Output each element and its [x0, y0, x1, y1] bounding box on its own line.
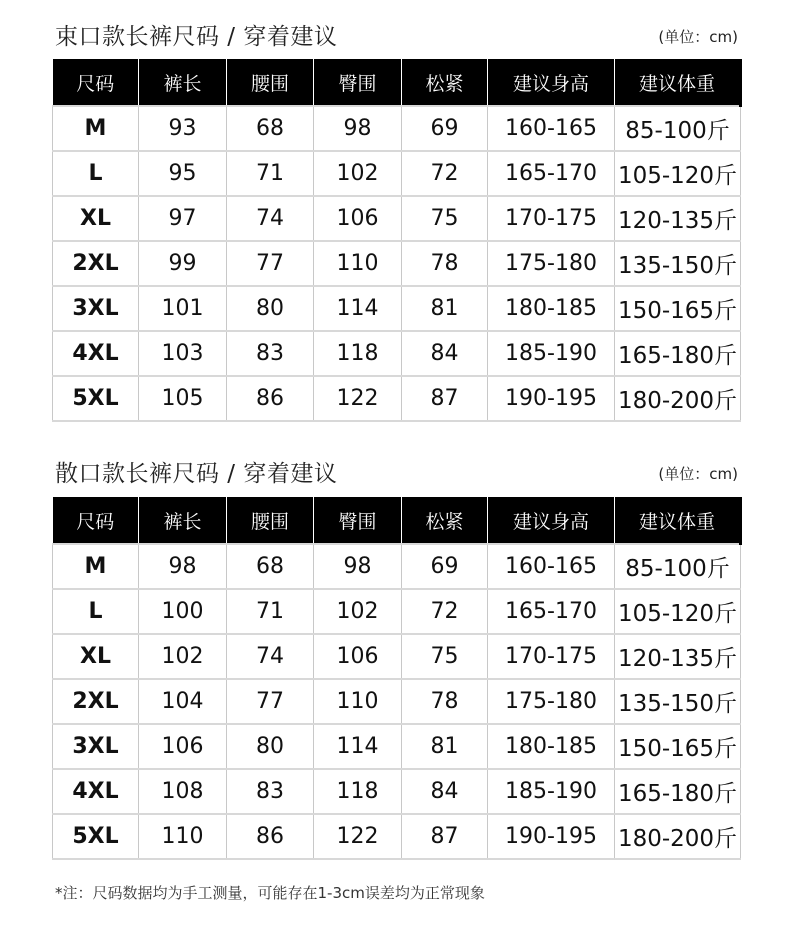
- weight-cell: 165-180斤: [615, 331, 741, 376]
- hip-cell: 110: [314, 679, 402, 724]
- waist-cell: 83: [227, 769, 314, 814]
- table-row: [53, 814, 741, 859]
- size-cell: 5XL: [53, 376, 139, 421]
- hip-cell: 114: [314, 724, 402, 769]
- hip-cell: 106: [314, 196, 402, 241]
- weight-cell: 85-100斤: [615, 106, 741, 151]
- height-cell: 170-175: [488, 634, 615, 679]
- size-cell: M: [53, 544, 139, 589]
- table-body-cuffed: [53, 106, 741, 421]
- size-table-loose: [52, 497, 742, 860]
- size-cell: L: [53, 151, 139, 196]
- waist-cell: 86: [227, 376, 314, 421]
- hip-cell: 102: [314, 151, 402, 196]
- elastic-cell: 69: [402, 544, 488, 589]
- height-cell: 175-180: [488, 679, 615, 724]
- weight-cell: 150-165斤: [615, 286, 741, 331]
- size-cell: 2XL: [53, 679, 139, 724]
- hip-cell: 102: [314, 589, 402, 634]
- hip-cell: 118: [314, 331, 402, 376]
- table-row: [53, 151, 741, 196]
- table-row: [53, 679, 741, 724]
- waist-cell: 71: [227, 589, 314, 634]
- weight-cell: 135-150斤: [615, 241, 741, 286]
- header-suggested-height: 建议身高: [488, 497, 615, 544]
- header-pants-length: 裤长: [139, 59, 227, 106]
- elastic-cell: 84: [402, 769, 488, 814]
- elastic-cell: 69: [402, 106, 488, 151]
- length-cell: 104: [139, 679, 227, 724]
- size-cell: XL: [53, 196, 139, 241]
- elastic-cell: 75: [402, 196, 488, 241]
- table-row: [53, 331, 741, 376]
- header-elastic: 松紧: [402, 497, 488, 544]
- elastic-cell: 81: [402, 724, 488, 769]
- header-pants-length: 裤长: [139, 497, 227, 544]
- table-row: [53, 196, 741, 241]
- waist-cell: 77: [227, 679, 314, 724]
- waist-cell: 68: [227, 544, 314, 589]
- height-cell: 170-175: [488, 196, 615, 241]
- elastic-cell: 72: [402, 151, 488, 196]
- table-row: [53, 589, 741, 634]
- length-cell: 106: [139, 724, 227, 769]
- hip-cell: 118: [314, 769, 402, 814]
- size-cell: 3XL: [53, 724, 139, 769]
- waist-cell: 80: [227, 724, 314, 769]
- length-cell: 93: [139, 106, 227, 151]
- weight-cell: 165-180斤: [615, 769, 741, 814]
- header-suggested-weight: 建议体重: [615, 497, 741, 544]
- size-cell: 2XL: [53, 241, 139, 286]
- length-cell: 95: [139, 151, 227, 196]
- waist-cell: 80: [227, 286, 314, 331]
- weight-cell: 135-150斤: [615, 679, 741, 724]
- waist-cell: 74: [227, 634, 314, 679]
- hip-cell: 98: [314, 544, 402, 589]
- height-cell: 185-190: [488, 331, 615, 376]
- size-cell: 4XL: [53, 331, 139, 376]
- waist-cell: 74: [227, 196, 314, 241]
- elastic-cell: 81: [402, 286, 488, 331]
- section-title-loose: 散口款长裤尺码 / 穿着建议: [55, 461, 338, 487]
- height-cell: 190-195: [488, 814, 615, 859]
- hip-cell: 106: [314, 634, 402, 679]
- size-cell: L: [53, 589, 139, 634]
- height-cell: 165-170: [488, 151, 615, 196]
- height-cell: 175-180: [488, 241, 615, 286]
- length-cell: 103: [139, 331, 227, 376]
- table-row: [53, 724, 741, 769]
- elastic-cell: 87: [402, 376, 488, 421]
- length-cell: 102: [139, 634, 227, 679]
- section-title-cuffed: 束口款长裤尺码 / 穿着建议: [55, 24, 338, 50]
- header-hip: 臀围: [314, 59, 402, 106]
- table-row: [53, 769, 741, 814]
- hip-cell: 98: [314, 106, 402, 151]
- waist-cell: 83: [227, 331, 314, 376]
- header-size: 尺码: [53, 59, 139, 106]
- height-cell: 160-165: [488, 106, 615, 151]
- waist-cell: 77: [227, 241, 314, 286]
- weight-cell: 180-200斤: [615, 814, 741, 859]
- hip-cell: 110: [314, 241, 402, 286]
- height-cell: 160-165: [488, 544, 615, 589]
- waist-cell: 86: [227, 814, 314, 859]
- height-cell: 180-185: [488, 286, 615, 331]
- size-cell: M: [53, 106, 139, 151]
- weight-cell: 120-135斤: [615, 196, 741, 241]
- table-row: [53, 544, 741, 589]
- length-cell: 108: [139, 769, 227, 814]
- hip-cell: 122: [314, 814, 402, 859]
- measurement-footnote: *注：尺码数据均为手工测量，可能存在1-3cm误差均为正常现象: [55, 884, 485, 902]
- size-table-cuffed: [52, 59, 742, 422]
- weight-cell: 120-135斤: [615, 634, 741, 679]
- length-cell: 98: [139, 544, 227, 589]
- length-cell: 105: [139, 376, 227, 421]
- table-header-row: [53, 59, 741, 106]
- table-row: [53, 106, 741, 151]
- height-cell: 190-195: [488, 376, 615, 421]
- elastic-cell: 72: [402, 589, 488, 634]
- elastic-cell: 87: [402, 814, 488, 859]
- header-size: 尺码: [53, 497, 139, 544]
- size-cell: 4XL: [53, 769, 139, 814]
- table-row: [53, 286, 741, 331]
- table-row: [53, 376, 741, 421]
- size-cell: XL: [53, 634, 139, 679]
- elastic-cell: 78: [402, 679, 488, 724]
- weight-cell: 150-165斤: [615, 724, 741, 769]
- elastic-cell: 75: [402, 634, 488, 679]
- unit-label-loose: (单位：cm): [658, 465, 738, 483]
- weight-cell: 180-200斤: [615, 376, 741, 421]
- hip-cell: 114: [314, 286, 402, 331]
- height-cell: 185-190: [488, 769, 615, 814]
- height-cell: 165-170: [488, 589, 615, 634]
- elastic-cell: 78: [402, 241, 488, 286]
- length-cell: 97: [139, 196, 227, 241]
- length-cell: 110: [139, 814, 227, 859]
- weight-cell: 105-120斤: [615, 589, 741, 634]
- unit-label-cuffed: (单位：cm): [658, 28, 738, 46]
- table-header-row: [53, 497, 741, 544]
- header-hip: 臀围: [314, 497, 402, 544]
- header-elastic: 松紧: [402, 59, 488, 106]
- size-cell: 3XL: [53, 286, 139, 331]
- weight-cell: 85-100斤: [615, 544, 741, 589]
- table-body-loose: [53, 544, 741, 859]
- header-waist: 腰围: [227, 59, 314, 106]
- weight-cell: 105-120斤: [615, 151, 741, 196]
- waist-cell: 71: [227, 151, 314, 196]
- header-suggested-height: 建议身高: [488, 59, 615, 106]
- header-waist: 腰围: [227, 497, 314, 544]
- length-cell: 99: [139, 241, 227, 286]
- length-cell: 100: [139, 589, 227, 634]
- length-cell: 101: [139, 286, 227, 331]
- hip-cell: 122: [314, 376, 402, 421]
- table-row: [53, 241, 741, 286]
- height-cell: 180-185: [488, 724, 615, 769]
- size-cell: 5XL: [53, 814, 139, 859]
- elastic-cell: 84: [402, 331, 488, 376]
- waist-cell: 68: [227, 106, 314, 151]
- header-suggested-weight: 建议体重: [615, 59, 741, 106]
- table-row: [53, 634, 741, 679]
